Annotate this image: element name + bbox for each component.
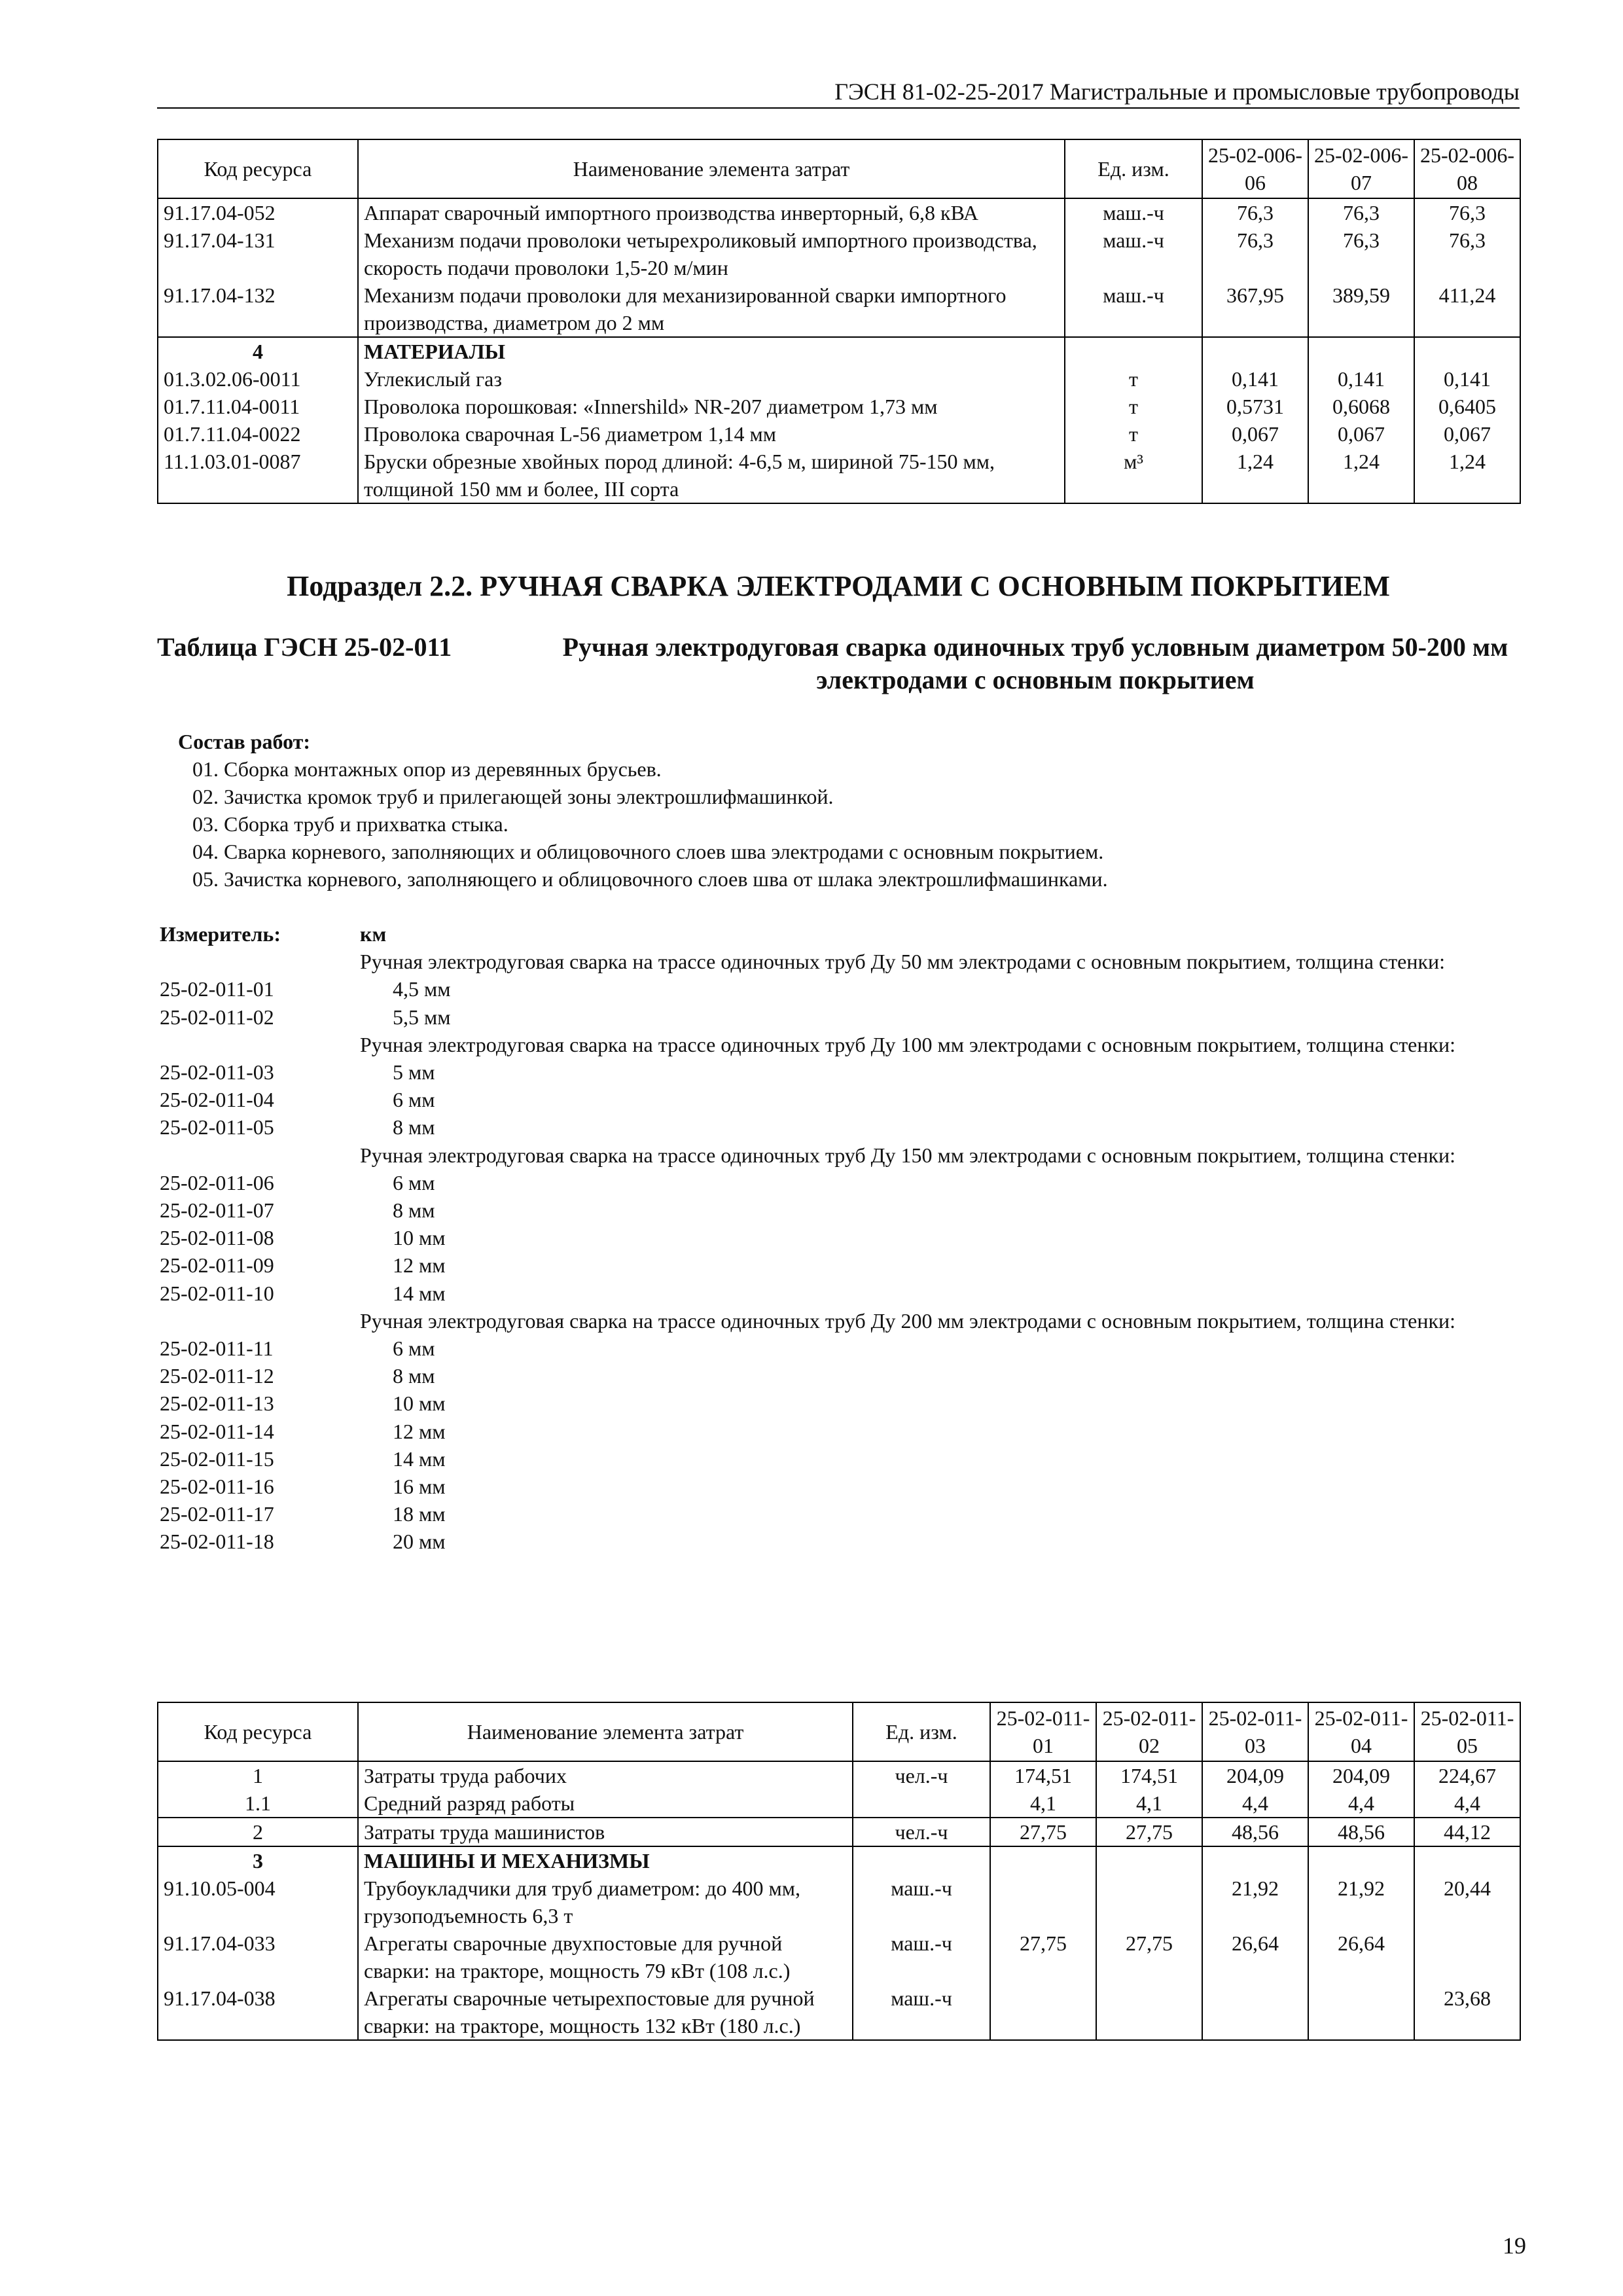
cell-unit: т: [1065, 365, 1202, 393]
measure-item-value: 6 мм: [393, 1088, 435, 1112]
table-row: [158, 198, 1520, 226]
cell-value: [1414, 1846, 1520, 1874]
cell-value: 1,24: [1202, 448, 1308, 503]
cell-value: 48,56: [1202, 1818, 1308, 1846]
cell-value: 4,4: [1202, 1789, 1308, 1818]
measure-item-value: 12 мм: [393, 1419, 446, 1443]
table-row: [158, 420, 1520, 448]
cell-value: 76,3: [1202, 226, 1308, 281]
cell-value: 1,24: [1308, 448, 1414, 503]
cell-name: Затраты труда машинистов: [358, 1818, 853, 1846]
cell-name: Агрегаты сварочные четырехпостовые для ручной сварки: на тракторе, мощность 132 кВт (180 л.с.): [358, 1984, 853, 2040]
cell-name: Средний разряд работы: [358, 1789, 853, 1818]
measure-item-value: 20 мм: [393, 1530, 446, 1554]
cell-code: 91.17.04-033: [158, 1929, 358, 1984]
measure-unit: км: [360, 922, 387, 946]
measure-item: [160, 1058, 1520, 1086]
cell-value: [1096, 1846, 1202, 1874]
cell-name: Агрегаты сварочные двухпостовые для ручной сварки: на тракторе, мощность 79 кВт (108 л.с.): [358, 1929, 853, 1984]
cell-unit: маш.-ч: [853, 1984, 990, 2040]
cell-value: 0,5731: [1202, 393, 1308, 420]
measure-item: [160, 1003, 1520, 1031]
measure-item: [160, 1418, 1520, 1445]
cell-unit: чел.-ч: [853, 1761, 990, 1789]
cell-unit: маш.-ч: [853, 1874, 990, 1929]
cell-value: 204,09: [1202, 1761, 1308, 1789]
measure-item-value: 6 мм: [393, 1336, 435, 1361]
measure-item-code: 25-02-011-15: [160, 1446, 274, 1471]
measure-item: [160, 1169, 1520, 1196]
measure-item-value: 18 мм: [393, 1502, 446, 1526]
cell-value: 27,75: [1096, 1818, 1202, 1846]
table-row: [158, 1929, 1520, 1984]
measure-item: [160, 1500, 1520, 1528]
cell-value: 76,3: [1202, 198, 1308, 226]
cell-unit: т: [1065, 393, 1202, 420]
measure-item-value: 5 мм: [393, 1060, 435, 1085]
cell-value: 27,75: [990, 1818, 1096, 1846]
measure-item-code: 25-02-011-05: [160, 1115, 274, 1139]
cell-unit: маш.-ч: [1065, 226, 1202, 281]
cell-unit: маш.-ч: [1065, 198, 1202, 226]
measure-item-code: 25-02-011-14: [160, 1419, 274, 1443]
measure-group-desc: [160, 1307, 1520, 1335]
cell-value: [1308, 1846, 1414, 1874]
cell-value: 0,067: [1202, 420, 1308, 448]
cell-value: 44,12: [1414, 1818, 1520, 1846]
measure-item-value: 14 мм: [393, 1281, 446, 1305]
cell-code: 3: [158, 1846, 358, 1874]
table-caption-code: Таблица ГЭСН 25-02-011: [157, 632, 452, 662]
cell-value: [1096, 1874, 1202, 1929]
measure-item-code: 25-02-011-16: [160, 1475, 274, 1499]
measure-item: [160, 1113, 1520, 1141]
cell-code: 01.7.11.04-0011: [158, 393, 358, 420]
cell-code: 91.17.04-052: [158, 198, 358, 226]
measure-item-value: 14 мм: [393, 1446, 446, 1471]
section-row: [158, 1761, 1520, 1789]
cell-value: [1202, 1846, 1308, 1874]
header-col-3: 25-02-011-03: [1202, 1702, 1308, 1761]
cell-value: 224,67: [1414, 1761, 1520, 1789]
measure-item: [160, 1280, 1520, 1307]
measure-item: [160, 1196, 1520, 1224]
works-item: 03. Сборка труб и прихватка стыка.: [192, 812, 508, 836]
measure-group-desc: [160, 1141, 1520, 1169]
measure-item: [160, 1086, 1520, 1113]
section-row: [158, 337, 1520, 365]
cell-code: 4: [158, 337, 358, 365]
works-item: 05. Зачистка корневого, заполняющего и облицовочного слоев шва от шлака электрошлифмашинками.: [192, 867, 1108, 891]
works-item: 02. Зачистка кромок труб и прилегающей зоны электрошлифмашинкой.: [192, 785, 834, 808]
cell-code: 91.17.04-038: [158, 1984, 358, 2040]
header-code: Код ресурса: [158, 139, 358, 198]
resource-table-006: [157, 139, 1521, 504]
cell-value: 4,1: [990, 1789, 1096, 1818]
measure-item-code: 25-02-011-01: [160, 977, 274, 1001]
cell-name: Трубоукладчики для труб диаметром: до 400 мм, грузоподъемность 6,3 т: [358, 1874, 853, 1929]
header-col-3: 25-02-006-08: [1414, 139, 1520, 198]
measure-desc-text: Ручная электродуговая сварка на трассе одиночных труб Ду 150 мм электродами с основным покрытием, толщина стенки:: [360, 1143, 1456, 1167]
cell-value: 21,92: [1202, 1874, 1308, 1929]
cell-value: 1,24: [1414, 448, 1520, 503]
cell-code: 01.7.11.04-0022: [158, 420, 358, 448]
cell-name: Механизм подачи проволоки четырехроликовый импортного производства, скорость подачи проволоки 1,5-20 м/мин: [358, 226, 1065, 281]
cell-value: [990, 1874, 1096, 1929]
measure-item: [160, 1224, 1520, 1251]
cell-value: 27,75: [990, 1929, 1096, 1984]
measure-item-code: 25-02-011-04: [160, 1088, 274, 1112]
measure-group-desc: [160, 948, 1520, 975]
measure-desc-text: Ручная электродуговая сварка на трассе одиночных труб Ду 200 мм электродами с основным покрытием, толщина стенки:: [360, 1308, 1456, 1333]
table-row: [158, 1789, 1520, 1818]
cell-unit: [853, 1846, 990, 1874]
measure-item-value: 5,5 мм: [393, 1005, 451, 1029]
cell-name: Проволока порошковая: «Innershild» NR-207 диаметром 1,73 мм: [358, 393, 1065, 420]
measure-item-code: 25-02-011-03: [160, 1060, 274, 1085]
works-item: 04. Сварка корневого, заполняющих и облицовочного слоев шва электродами с основным покрытием.: [192, 840, 1104, 863]
table-row: [158, 1984, 1520, 2040]
table-row: [158, 1874, 1520, 1929]
cell-value: 204,09: [1308, 1761, 1414, 1789]
measure-label: Измеритель:: [160, 922, 281, 946]
cell-value: [1202, 1984, 1308, 2040]
cell-value: 0,067: [1414, 420, 1520, 448]
measure-item-value: 8 мм: [393, 1364, 435, 1388]
measure-item-code: 25-02-011-18: [160, 1530, 274, 1554]
table-header-row: [158, 1702, 1520, 1761]
cell-value: [1308, 337, 1414, 365]
cell-value: 27,75: [1096, 1929, 1202, 1984]
measure-item-value: 6 мм: [393, 1170, 435, 1194]
measure-item-code: 25-02-011-06: [160, 1170, 274, 1194]
cell-value: 389,59: [1308, 281, 1414, 337]
cell-name: Механизм подачи проволоки для механизированной сварки импортного производства, диаметром до 2 мм: [358, 281, 1065, 337]
measure-item-code: 25-02-011-11: [160, 1336, 274, 1361]
cell-value: 76,3: [1414, 226, 1520, 281]
page-number: 19: [1503, 2233, 1526, 2259]
header-col-4: 25-02-011-04: [1308, 1702, 1414, 1761]
measure-group-desc: [160, 1031, 1520, 1058]
cell-name: МАШИНЫ И МЕХАНИЗМЫ: [358, 1846, 853, 1874]
cell-value: [1414, 1929, 1520, 1984]
cell-value: 367,95: [1202, 281, 1308, 337]
cell-code: 91.17.04-132: [158, 281, 358, 337]
cell-value: 4,1: [1096, 1789, 1202, 1818]
table-body: [158, 198, 1520, 503]
table-caption-name: Ручная электродуговая сварка одиночных труб условным диаметром 50-200 мм электродами с основным покрытием: [562, 632, 1508, 694]
cell-value: [1308, 1984, 1414, 2040]
cell-value: 4,4: [1414, 1789, 1520, 1818]
measure-item-code: 25-02-011-08: [160, 1226, 274, 1250]
cell-name: Бруски обрезные хвойных пород длиной: 4-6,5 м, шириной 75-150 мм, толщиной 150 мм и более, III сорта: [358, 448, 1065, 503]
cell-name: Углекислый газ: [358, 365, 1065, 393]
cell-unit: маш.-ч: [853, 1929, 990, 1984]
header-col-5: 25-02-011-05: [1414, 1702, 1520, 1761]
cell-value: 26,64: [1202, 1929, 1308, 1984]
cell-value: 0,6068: [1308, 393, 1414, 420]
cell-value: 76,3: [1308, 198, 1414, 226]
measure-item: [160, 975, 1520, 1003]
header-col-2: 25-02-006-07: [1308, 139, 1414, 198]
cell-unit: т: [1065, 420, 1202, 448]
cell-name: Аппарат сварочный импортного производства инверторный, 6,8 кВА: [358, 198, 1065, 226]
cell-unit: маш.-ч: [1065, 281, 1202, 337]
cell-value: 174,51: [1096, 1761, 1202, 1789]
measure-item-code: 25-02-011-12: [160, 1364, 274, 1388]
cell-code: 01.3.02.06-0011: [158, 365, 358, 393]
cell-value: 76,3: [1414, 198, 1520, 226]
cell-value: 0,141: [1202, 365, 1308, 393]
table-body: [158, 1761, 1520, 2040]
header-col-2: 25-02-011-02: [1096, 1702, 1202, 1761]
measure-item: [160, 1445, 1520, 1473]
measure-block: [160, 920, 1520, 1556]
measure-header: [160, 920, 1520, 948]
table-row: [158, 448, 1520, 503]
cell-value: 26,64: [1308, 1929, 1414, 1984]
measure-item: [160, 1362, 1520, 1390]
section-row: [158, 1818, 1520, 1846]
cell-unit: чел.-ч: [853, 1818, 990, 1846]
cell-code: 91.17.04-131: [158, 226, 358, 281]
cell-value: 21,92: [1308, 1874, 1414, 1929]
measure-item: [160, 1251, 1520, 1279]
cell-value: 48,56: [1308, 1818, 1414, 1846]
header-unit: Ед. изм.: [853, 1702, 990, 1761]
cell-code: 1: [158, 1761, 358, 1789]
header-col-1: 25-02-011-01: [990, 1702, 1096, 1761]
header-name: Наименование элемента затрат: [358, 139, 1065, 198]
cell-value: 0,6405: [1414, 393, 1520, 420]
cell-code: 11.1.03.01-0087: [158, 448, 358, 503]
cell-name: Проволока сварочная L-56 диаметром 1,14 мм: [358, 420, 1065, 448]
measure-item-value: 16 мм: [393, 1475, 446, 1499]
measure-desc-text: Ручная электродуговая сварка на трассе одиночных труб Ду 100 мм электродами с основным покрытием, толщина стенки:: [360, 1032, 1456, 1056]
measure-item: [160, 1473, 1520, 1500]
cell-value: 0,141: [1414, 365, 1520, 393]
cell-value: 20,44: [1414, 1874, 1520, 1929]
measure-item-code: 25-02-011-02: [160, 1005, 274, 1029]
cell-value: 174,51: [990, 1761, 1096, 1789]
cell-value: [1414, 337, 1520, 365]
cell-value: 0,067: [1308, 420, 1414, 448]
measure-item-code: 25-02-011-10: [160, 1281, 274, 1305]
table-row: [158, 281, 1520, 337]
measure-item-code: 25-02-011-07: [160, 1198, 274, 1223]
table-row: [158, 226, 1520, 281]
cell-unit: [1065, 337, 1202, 365]
table-row: [158, 393, 1520, 420]
running-header: ГЭСН 81-02-25-2017 Магистральные и промысловые трубопроводы: [157, 77, 1520, 109]
header-unit: Ед. изм.: [1065, 139, 1202, 198]
cell-value: [990, 1846, 1096, 1874]
cell-value: 411,24: [1414, 281, 1520, 337]
measure-item-value: 12 мм: [393, 1253, 446, 1278]
measure-item-code: 25-02-011-09: [160, 1253, 274, 1278]
works-heading: Состав работ:: [178, 730, 311, 753]
resource-table-011: [157, 1702, 1521, 2041]
measure-item-value: 8 мм: [393, 1198, 435, 1223]
measure-item-value: 4,5 мм: [393, 977, 451, 1001]
cell-value: 0,141: [1308, 365, 1414, 393]
cell-unit: [853, 1789, 990, 1818]
table-row: [158, 365, 1520, 393]
cell-value: [1096, 1984, 1202, 2040]
measure-item-value: 10 мм: [393, 1391, 446, 1416]
cell-code: 91.10.05-004: [158, 1874, 358, 1929]
measure-item: [160, 1335, 1520, 1362]
measure-item-value: 10 мм: [393, 1226, 446, 1250]
measure-desc-text: Ручная электродуговая сварка на трассе одиночных труб Ду 50 мм электродами с основным покрытием, толщина стенки:: [360, 950, 1446, 974]
header-code: Код ресурса: [158, 1702, 358, 1761]
cell-value: [990, 1984, 1096, 2040]
measure-item-value: 8 мм: [393, 1115, 435, 1139]
header-name: Наименование элемента затрат: [358, 1702, 853, 1761]
subsection-title: Подраздел 2.2. РУЧНАЯ СВАРКА ЭЛЕКТРОДАМИ С ОСНОВНЫМ ПОКРЫТИЕМ: [287, 570, 1390, 602]
cell-name: Затраты труда рабочих: [358, 1761, 853, 1789]
header-col-1: 25-02-006-06: [1202, 139, 1308, 198]
works-item: 01. Сборка монтажных опор из деревянных брусьев.: [192, 757, 662, 781]
cell-code: 1.1: [158, 1789, 358, 1818]
cell-value: 23,68: [1414, 1984, 1520, 2040]
cell-value: 4,4: [1308, 1789, 1414, 1818]
measure-item: [160, 1528, 1520, 1555]
cell-unit: м³: [1065, 448, 1202, 503]
works-composition: [178, 728, 1108, 893]
measure-item-code: 25-02-011-17: [160, 1502, 274, 1526]
cell-value: [1202, 337, 1308, 365]
measure-item-code: 25-02-011-13: [160, 1391, 274, 1416]
measure-item: [160, 1390, 1520, 1417]
table-header-row: [158, 139, 1520, 198]
cell-name: МАТЕРИАЛЫ: [358, 337, 1065, 365]
cell-value: 76,3: [1308, 226, 1414, 281]
cell-code: 2: [158, 1818, 358, 1846]
section-row: [158, 1846, 1520, 1874]
